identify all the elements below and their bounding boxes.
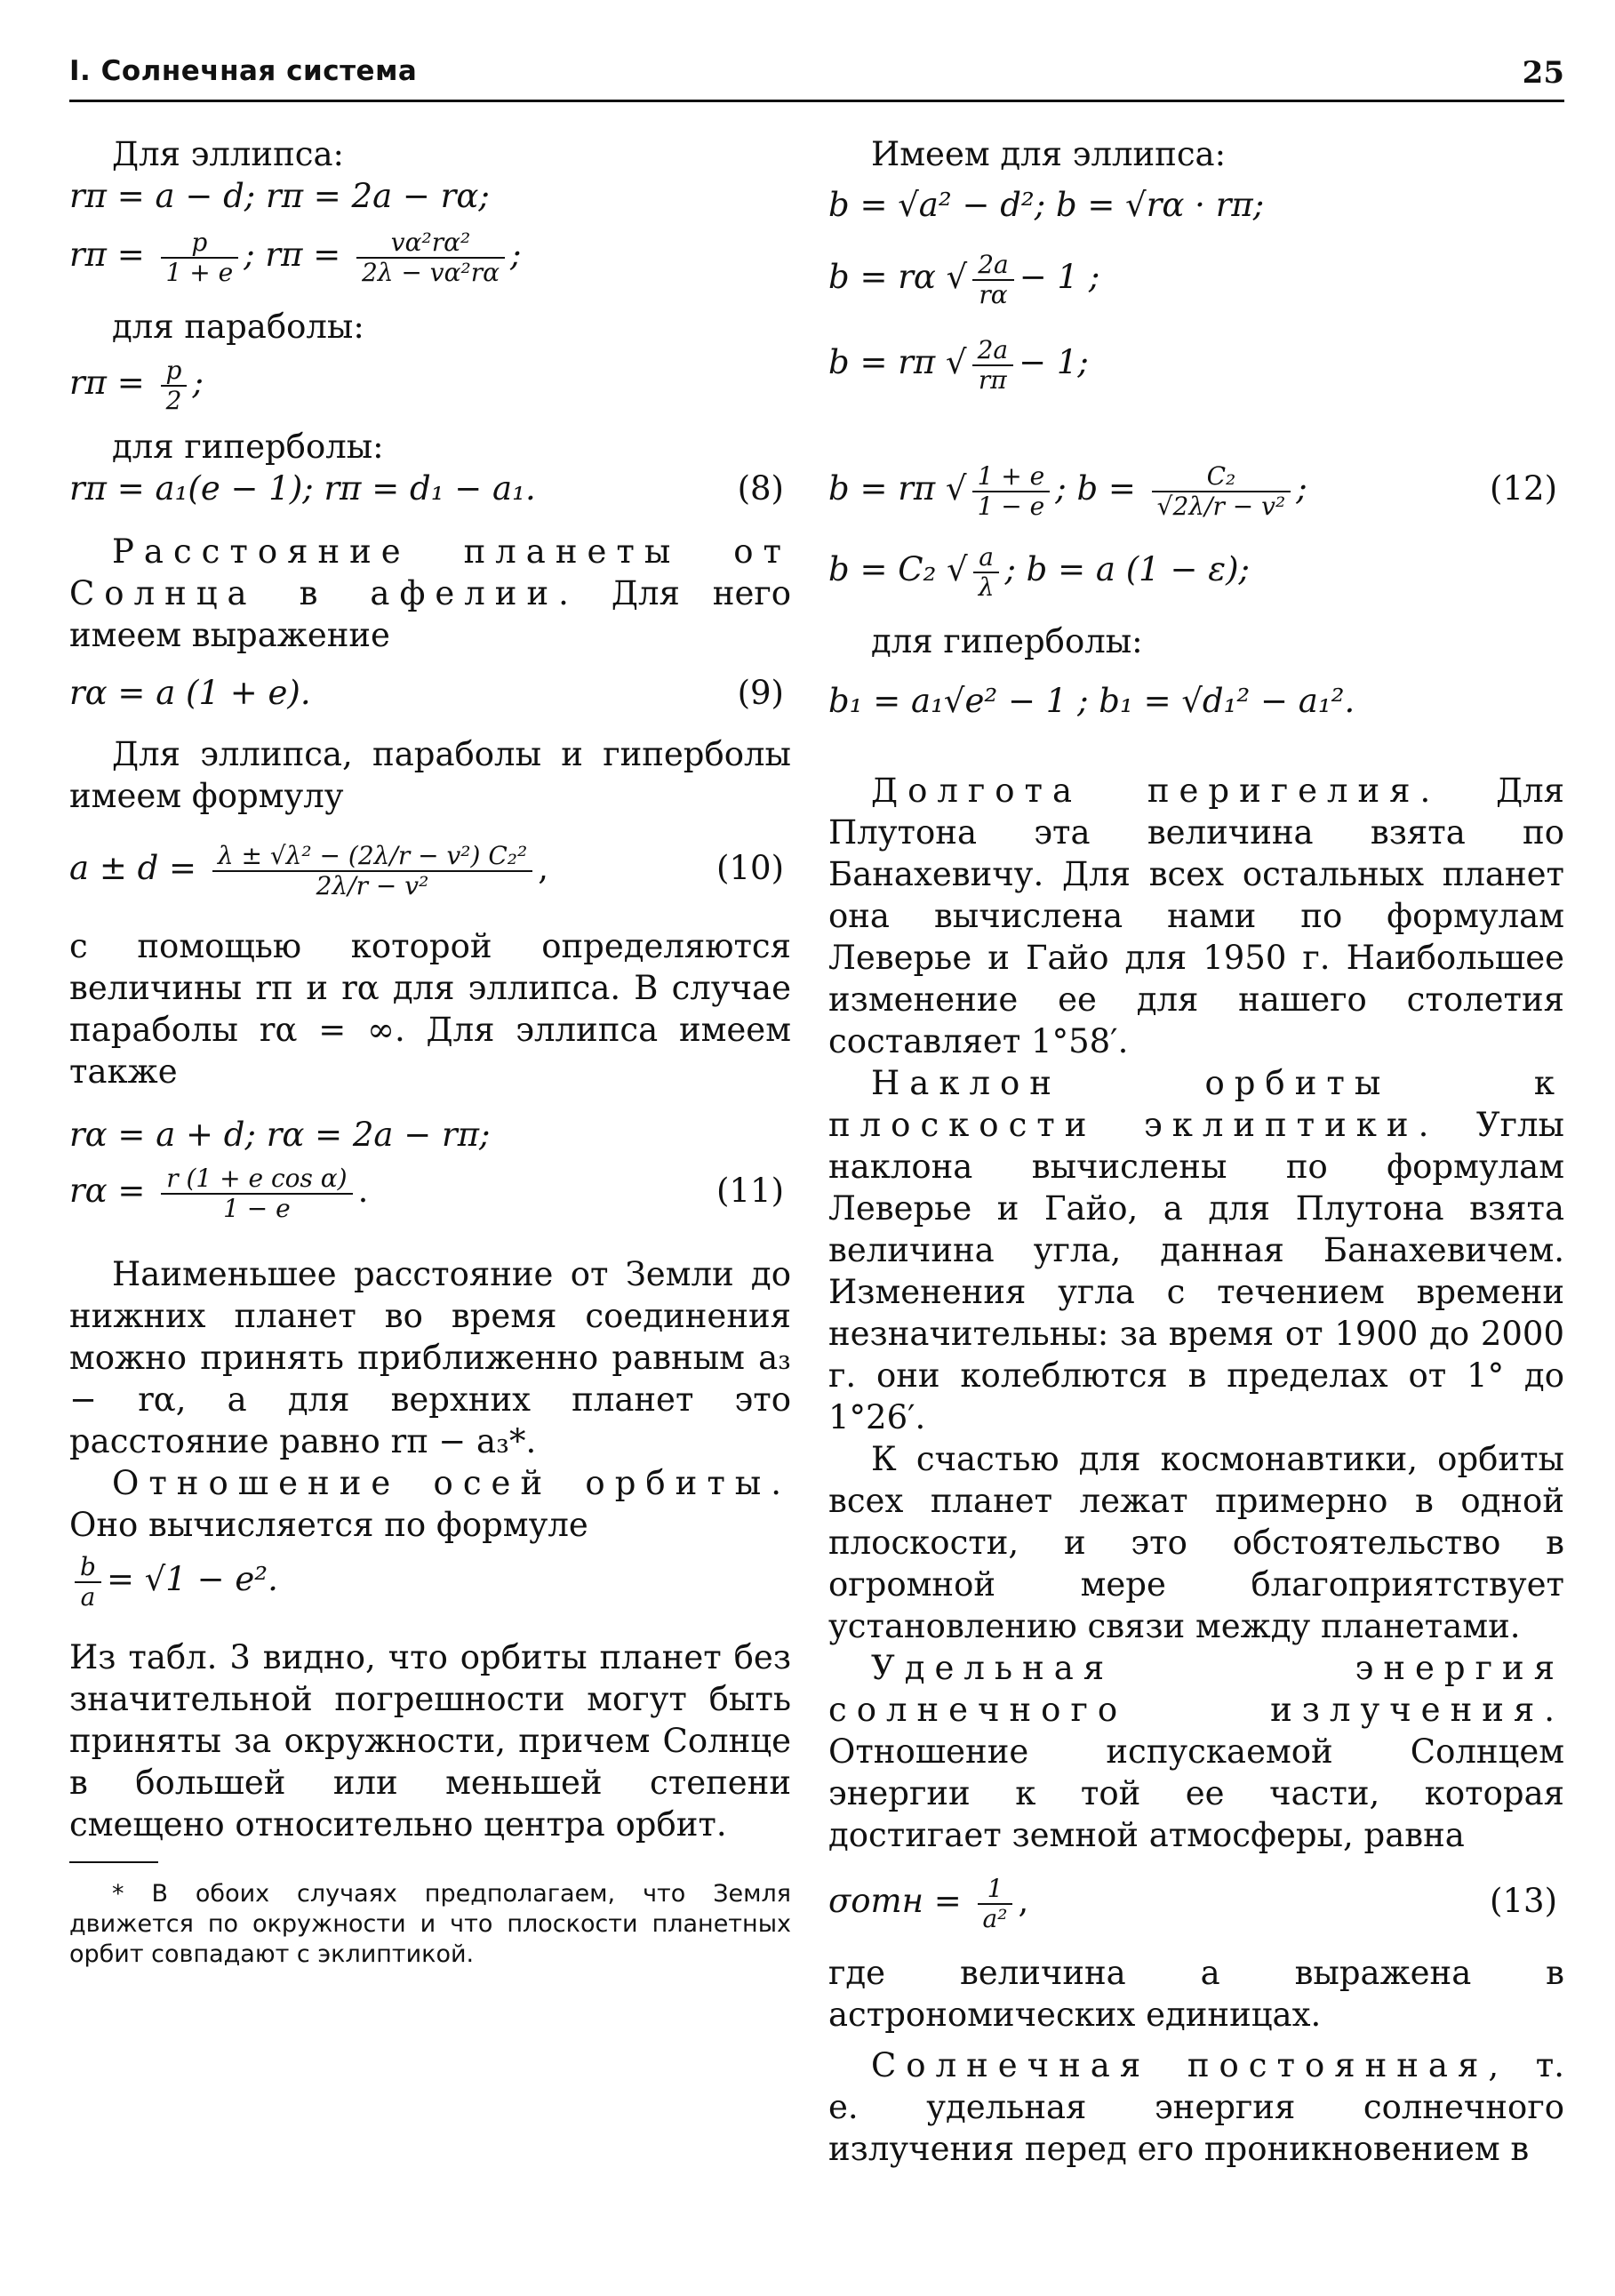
- equation-10: [69, 824, 791, 913]
- section-title: I. Солнечная система: [69, 55, 418, 87]
- perihelion-heading: Долгота перигелия.: [871, 772, 1441, 810]
- eq-b5-lhs: b = C₂ √: [828, 550, 968, 588]
- hyperbola-label: для гиперболы:: [112, 428, 384, 466]
- equation-parabola: [69, 348, 791, 419]
- energy-text: Отношение испускаемой Солнцем энергии к той ее части, которая достигает земной атмосферы, равна: [828, 1732, 1564, 1854]
- equation-8: [69, 468, 791, 509]
- frac-num: C₂: [1152, 462, 1291, 492]
- frac-den: 1 − e: [223, 1193, 291, 1223]
- eq-10-lhs: a ± d =: [69, 849, 197, 887]
- frac-num: 2a: [972, 336, 1014, 366]
- frac-num: b: [75, 1553, 101, 1583]
- inclination-paragraph: [828, 1062, 1564, 1438]
- aphelion-paragraph: [69, 531, 791, 656]
- formula-intro: Для эллипса, параболы и гиперболы имеем формулу: [69, 735, 791, 815]
- fraction-p-over-1e: [161, 228, 239, 287]
- eq-9-number: (9): [737, 674, 784, 712]
- equation-13: [828, 1863, 1564, 1940]
- frac-num: λ ± √λ² − (2λ/r − v²) C₂²: [212, 842, 532, 872]
- frac-num: a: [973, 543, 1000, 573]
- eq-13-lhs: σотн =: [828, 1882, 962, 1920]
- axes-heading: Отношение осей орбиты.: [112, 1464, 791, 1502]
- left-column: [69, 133, 791, 1970]
- frac-den: 2λ/r − v²: [316, 870, 429, 900]
- frac-den: λ: [978, 572, 995, 602]
- axes-text: Оно вычисляется по формуле: [69, 1506, 588, 1544]
- eq-b2-end: − 1 ;: [1019, 258, 1100, 296]
- frac-num: r (1 + e cos α): [161, 1164, 352, 1195]
- eq-8-body: rπ = a₁(e − 1); rπ = d₁ − a₁.: [69, 469, 536, 508]
- equation-b5: [828, 532, 1564, 608]
- inclination-text: Углы наклона вычислены по формулам Леверье и Гайо, а для Плутона взята величина угла, данная Банахевичем. Изменения угла с течением времени незначительны: за время от 1900 до 2000 г. они колеблются в пределах от 1° до 1°26′.: [828, 1106, 1564, 1436]
- fraction-eq-11: [161, 1164, 352, 1223]
- frac-den: √2λ/r − v²: [1156, 491, 1286, 521]
- frac-num: p: [161, 356, 188, 387]
- energy-paragraph: [828, 1647, 1564, 1856]
- frac-den: rα: [979, 279, 1008, 309]
- frac-den: a²: [982, 1903, 1008, 1933]
- equation-b2: [828, 235, 1564, 320]
- eq-10-end: ,: [538, 849, 548, 887]
- eq-12-mid: ; b =: [1055, 469, 1136, 508]
- energy-heading: Удельная энергия солнечного излучения.: [828, 1649, 1564, 1729]
- fraction-1-a2: [978, 1875, 1013, 1933]
- equation-rpi-1: rπ = a − d; rπ = 2a − rα;: [69, 177, 490, 215]
- eq-11-end: .: [357, 1172, 369, 1210]
- frac-num: 2a: [972, 251, 1014, 281]
- frac-den: 2λ − vα²rα: [361, 257, 500, 287]
- cosmonautics-paragraph: К счастью для космонавтики, орбиты всех планет лежат примерно в одной плоскости, и это обстоятельство в огромной мере благоприятствует установлению связи между планетами.: [828, 1440, 1564, 1645]
- parabola-label: для параболы:: [112, 308, 364, 346]
- ellipse-label: Для эллипса:: [112, 135, 344, 173]
- eq-b3-end: − 1;: [1019, 343, 1089, 381]
- perihelion-paragraph: [828, 770, 1564, 1062]
- inclination-heading: Наклон орбиты к плоскости эклиптики.: [828, 1064, 1564, 1144]
- fraction-c2: [1152, 462, 1291, 521]
- table3-paragraph: Из табл. 3 видно, что орбиты планет без значительной погрешности могут быть приняты за окружности, причем Солнце в большей или меньшей степени смещено относительно центра орбит.: [69, 1638, 791, 1844]
- eq-12-end: ;: [1296, 469, 1307, 508]
- frac-num: 1 + e: [972, 462, 1051, 492]
- solar-constant-text: т. е. удельная энергия солнечного излучения перед его проникновением в: [828, 2046, 1564, 2168]
- eq-12-number: (12): [1490, 469, 1557, 508]
- solar-constant-paragraph: [828, 2044, 1564, 2170]
- eq-11-lhs: rα =: [69, 1172, 146, 1210]
- frac-num: vα²rα²: [356, 228, 505, 259]
- eq-b3-lhs: b = rπ √: [828, 343, 967, 381]
- equation-b3: [828, 320, 1564, 405]
- frac-den: rπ: [978, 364, 1007, 395]
- aphelion-text: Для него имеем выражение: [69, 574, 791, 654]
- after-13-paragraph: где величина a выражена в астрономических единицах.: [828, 1954, 1564, 2034]
- frac-den: 1 + e: [165, 257, 234, 287]
- equation-axes: [69, 1546, 791, 1613]
- frac-den: a: [80, 1581, 96, 1612]
- equation-11a: rα = a + d; rα = 2a − rπ;: [69, 1116, 491, 1154]
- paragraph-after-10: с помощью которой определяются величины rπ и rα для эллипса. В случае параболы rα = ∞. Для эллипса имеем также: [69, 927, 791, 1091]
- equation-12: [828, 446, 1564, 532]
- eq-10-number: (10): [716, 849, 784, 887]
- fraction-v-r: [356, 228, 505, 287]
- frac-num: p: [161, 228, 239, 259]
- fraction-a-lambda: [973, 543, 1000, 602]
- solar-constant-heading: Солнечная постоянная,: [871, 2046, 1509, 2084]
- footnote: * В обоих случаях предполагаем, что Земля движется по окружности и что плоскости планетных орбит совпадают с эклиптикой.: [69, 1880, 791, 1968]
- eq-8-number: (8): [737, 469, 784, 508]
- eq-b2-lhs: b = rα √: [828, 258, 968, 296]
- eq-b5-end: ; b = a (1 − ε);: [1004, 550, 1250, 588]
- fraction-eq-10: [212, 842, 532, 900]
- eq-13-number: (13): [1490, 1882, 1557, 1920]
- right-column: [828, 133, 1564, 2170]
- equation-11: [69, 1156, 791, 1227]
- fraction-2a-rpi: [972, 336, 1014, 395]
- page-number: 25: [1522, 55, 1564, 91]
- header-rule: [69, 100, 1564, 102]
- min-distance-paragraph: Наименьшее расстояние от Земли до нижних планет во время соединения можно принять приближенно равным a₃ − rα, а для верхних планет это расстояние равно rπ − a₃*.: [69, 1255, 791, 1460]
- eq-rpi-2-lhs: rπ =: [69, 236, 145, 274]
- frac-num: 1: [978, 1875, 1013, 1905]
- right-ellipse-label: Имеем для эллипса:: [871, 135, 1227, 173]
- frac-den: 2: [165, 385, 182, 415]
- eq-par-end: ;: [192, 364, 204, 402]
- perihelion-text: Для Плутона эта величина взята по Банахевичу. Для всех остальных планет она вычислена нами по формулам Леверье и Гайо для 1950 г. Наибольшее изменение ее для нашего столетия составляет 1°58′.: [828, 772, 1564, 1060]
- axes-paragraph: [69, 1462, 791, 1546]
- equation-9: [69, 672, 791, 714]
- equation-b1: b = √a² − d²; b = √rα · rπ;: [828, 186, 1265, 224]
- footnote-rule: [69, 1861, 158, 1863]
- fraction-2a-ra: [972, 251, 1014, 309]
- running-head: [69, 55, 1564, 100]
- eq-9-body: rα = a (1 + e).: [69, 674, 311, 712]
- eq-13-end: ,: [1018, 1882, 1029, 1920]
- equation-b6: b₁ = a₁√e² − 1 ; b₁ = √d₁² − a₁².: [828, 682, 1355, 720]
- eq-rpi-2-mid: ; rπ =: [244, 236, 341, 274]
- frac-den: 1 − e: [977, 491, 1045, 521]
- eq-axes-rhs: = √1 − e².: [106, 1560, 278, 1598]
- eq-par-lhs: rπ =: [69, 364, 145, 402]
- fraction-p-over-2: [161, 356, 188, 415]
- eq-rpi-2-end: ;: [510, 236, 522, 274]
- fraction-1e-1e: [972, 462, 1051, 521]
- fraction-b-over-a: [75, 1553, 101, 1612]
- aphelion-heading: Расстояние планеты от Солнца в афелии.: [69, 532, 791, 612]
- eq-12-lhs: b = rπ √: [828, 469, 967, 508]
- eq-11-number: (11): [716, 1172, 784, 1210]
- right-hyperbola-label: для гиперболы:: [871, 622, 1143, 660]
- equation-rpi-2: [69, 217, 791, 293]
